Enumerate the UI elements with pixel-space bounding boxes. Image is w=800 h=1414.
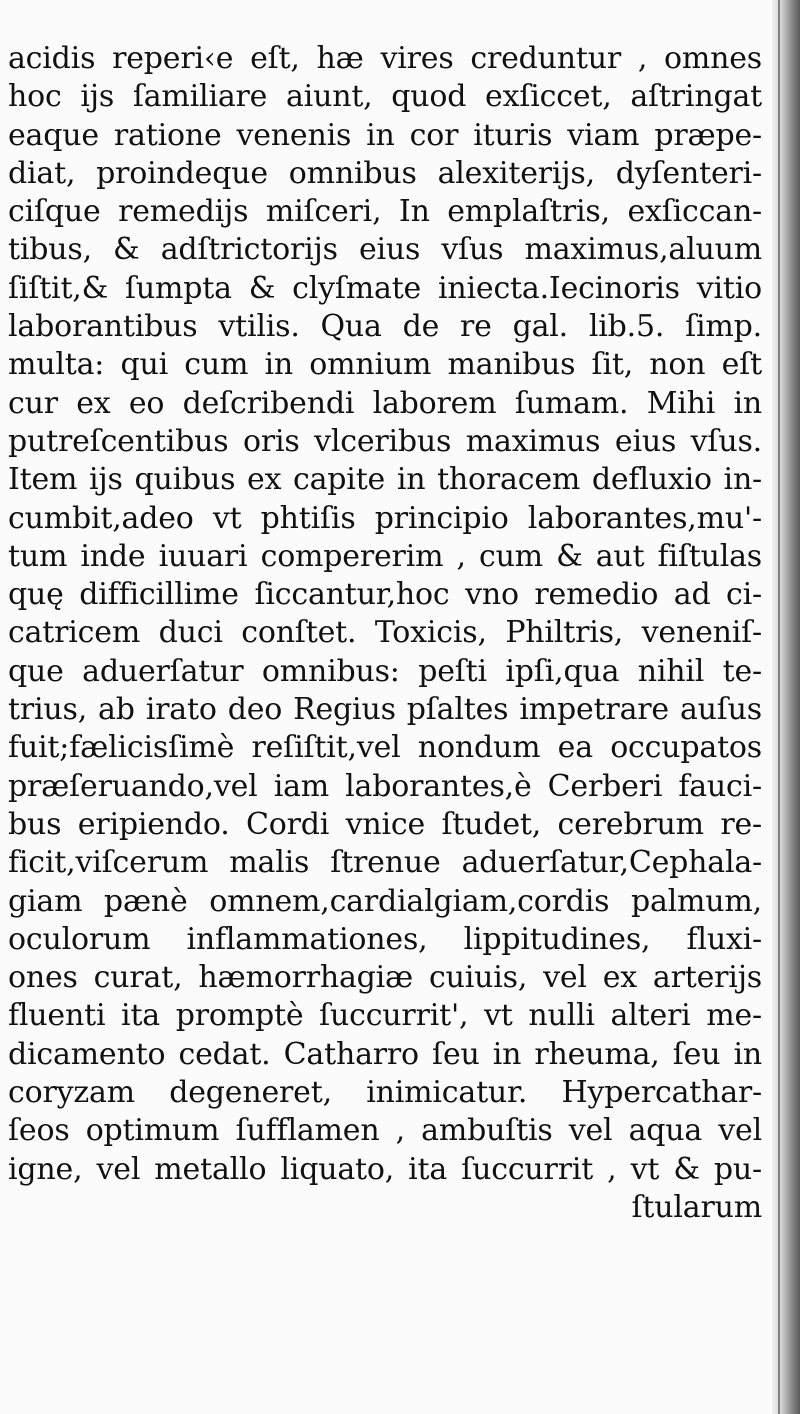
text-line: catricem duci conſtet. Toxicis, Philtris, veneniſ- [8, 615, 762, 651]
text-body [8, 40, 762, 1227]
text-line: ſiſtit,& ſumpta & clyſmate iniecta.Iecinoris vitio [8, 270, 762, 306]
text-line: Item ijs quibus ex capite in thoracem defluxio in- [8, 462, 762, 498]
text-line: præſeruando,vel iam laborantes,è Cerberi fauci- [8, 768, 762, 804]
text-line: dicamento cedat. Catharro ſeu in rheuma, ſeu in [8, 1036, 762, 1072]
text-line: ſeos optimum ſufflamen , ambuſtis vel aqua vel [8, 1113, 762, 1149]
text-line: fluenti ita promptè ſuccurrit', vt nulli alteri me- [8, 998, 762, 1034]
text-line: tum inde iuuari compererim , cum & aut fiſtulas [8, 538, 762, 574]
text-line: oculorum inflammationes, lippitudines, fluxi- [8, 921, 762, 957]
text-line: quę difficillime ſiccantur,hoc vno remedio ad ci- [8, 577, 762, 613]
text-line: laborantibus vtilis. Qua de re gal. lib.5. ſimp. [8, 309, 762, 345]
text-line: giam pænè omnem,cardialgiam,cordis palmum, [8, 883, 762, 919]
text-line: trius, ab irato deo Regius pſaltes impetrare auſus [8, 692, 762, 728]
text-line: cur ex eo deſcribendi laborem ſumam. Mihi in [8, 385, 762, 421]
text-line: putreſcentibus oris vlceribus maximus eius vſus. [8, 423, 762, 459]
text-line: hoc ijs ſamiliare aiunt, quod exſiccet, aſtringat [8, 79, 762, 115]
text-line: coryzam degeneret, inimicatur. Hypercathar- [8, 1075, 762, 1111]
text-line: ones curat, hæmorrhagiæ cuiuis, vel ex arterijs [8, 960, 762, 996]
catchword: ſtularum [631, 1189, 762, 1225]
text-line: diat, proindeque omnibus alexiterijs, dyſenteri- [8, 155, 762, 191]
page-edge-line [778, 0, 780, 1414]
text-line: ciſque remedijs miſceri, In emplaſtris, exſiccan- [8, 194, 762, 230]
text-line: acidis reperi‹e eſt, hæ vires creduntur , omnes [8, 41, 762, 76]
text-line: bus eripiendo. Cordi vnice ſtudet, cerebrum re- [8, 806, 762, 842]
text-line: que aduerſatur omnibus: peſti ipſi,qua nihil te- [8, 653, 762, 689]
text-line: eaque ratione venenis in cor ituris viam præpe- [8, 117, 762, 153]
page-edge [772, 0, 800, 1414]
text-line: fuit;fælicisſimè reſiſtit,vel nondum ea occupatos [8, 730, 762, 766]
text-line: igne, vel metallo liquato, ita ſuccurrit , vt & pu- [8, 1151, 762, 1187]
text-line: multa: qui cum in omnium manibus ſit, non eſt [8, 347, 762, 383]
text-line: tibus, & adſtrictorijs eius vſus maximus,aluum [8, 232, 762, 268]
text-line: ficit,viſcerum malis ſtrenue aduerſatur,Cephala- [8, 845, 762, 881]
text-line: cumbit,adeo vt phtiſis principio laborantes,mu'- [8, 500, 762, 536]
